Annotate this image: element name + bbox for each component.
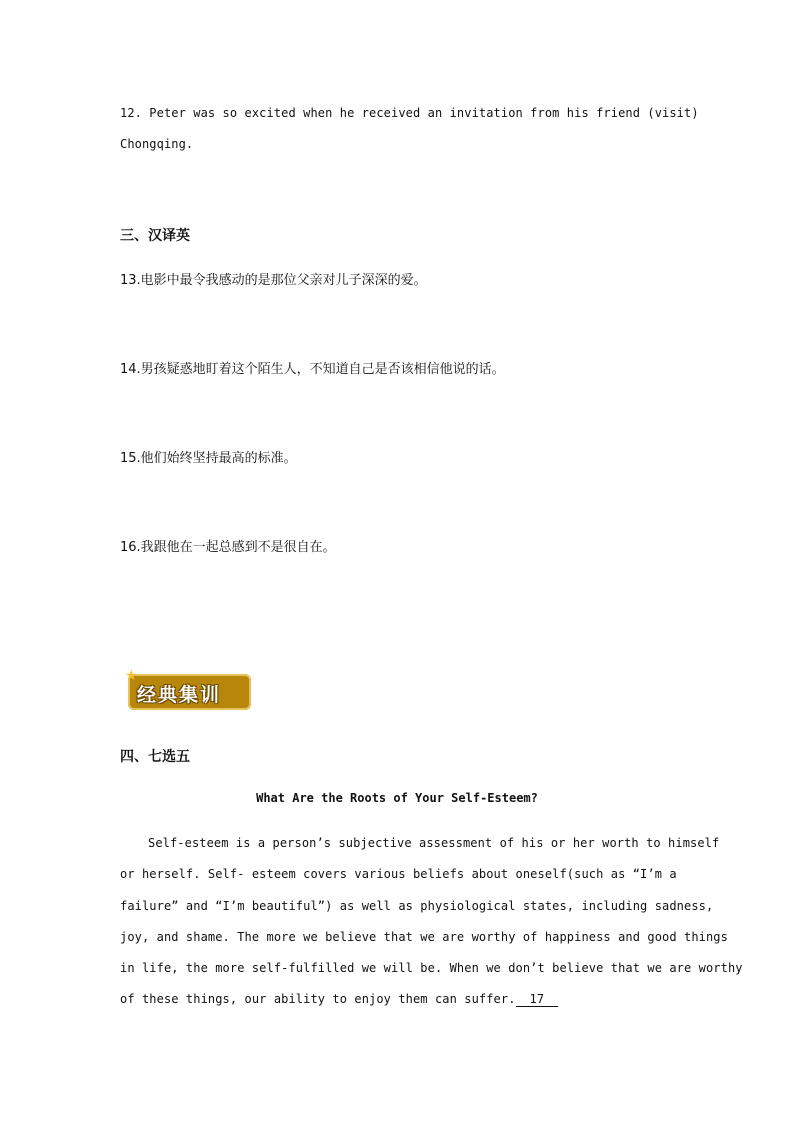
question-12-line-1: 12. Peter was so excited when he received an invitation from his friend (visit) — [120, 106, 699, 120]
passage-line-2: or herself. Self- esteem covers various beliefs about oneself(such as “I’m a — [120, 867, 677, 881]
passage-line-3: failure” and “I’m beautiful”) as well as physiological states, including sadness, — [120, 899, 714, 913]
passage-line-6-text: of these things, our ability to enjoy them can suffer. — [120, 992, 516, 1006]
section-4-heading: 四、七选五 — [120, 749, 190, 765]
question-14: 14.男孩疑惑地盯着这个陌生人，不知道自己是否该相信他说的话。 — [120, 362, 505, 377]
blank-17: 17 — [516, 993, 559, 1007]
star-icon: ★ — [125, 668, 138, 684]
badge-label: 经典集训 — [137, 684, 222, 706]
section-3-heading: 三、汉译英 — [120, 228, 190, 244]
passage-line-5: in life, the more self-fulfilled we will be. When we don’t believe that we are worthy — [120, 961, 743, 975]
question-15: 15.他们始终坚持最高的标准。 — [120, 451, 297, 466]
passage-line-4: joy, and shame. The more we believe that we are worthy of happiness and good things — [120, 930, 728, 944]
question-16: 16.我跟他在一起总感到不是很自在。 — [120, 540, 336, 555]
passage-line-1: Self-esteem is a person’s subjective assessment of his or her worth to himself — [148, 836, 720, 850]
passage-title: What Are the Roots of Your Self-Esteem? — [256, 791, 538, 805]
section-badge — [125, 669, 253, 713]
passage-line-6 — [120, 992, 558, 1007]
question-13: 13.电影中最令我感动的是那位父亲对儿子深深的爱。 — [120, 273, 427, 288]
question-12-line-2: Chongqing. — [120, 137, 194, 151]
